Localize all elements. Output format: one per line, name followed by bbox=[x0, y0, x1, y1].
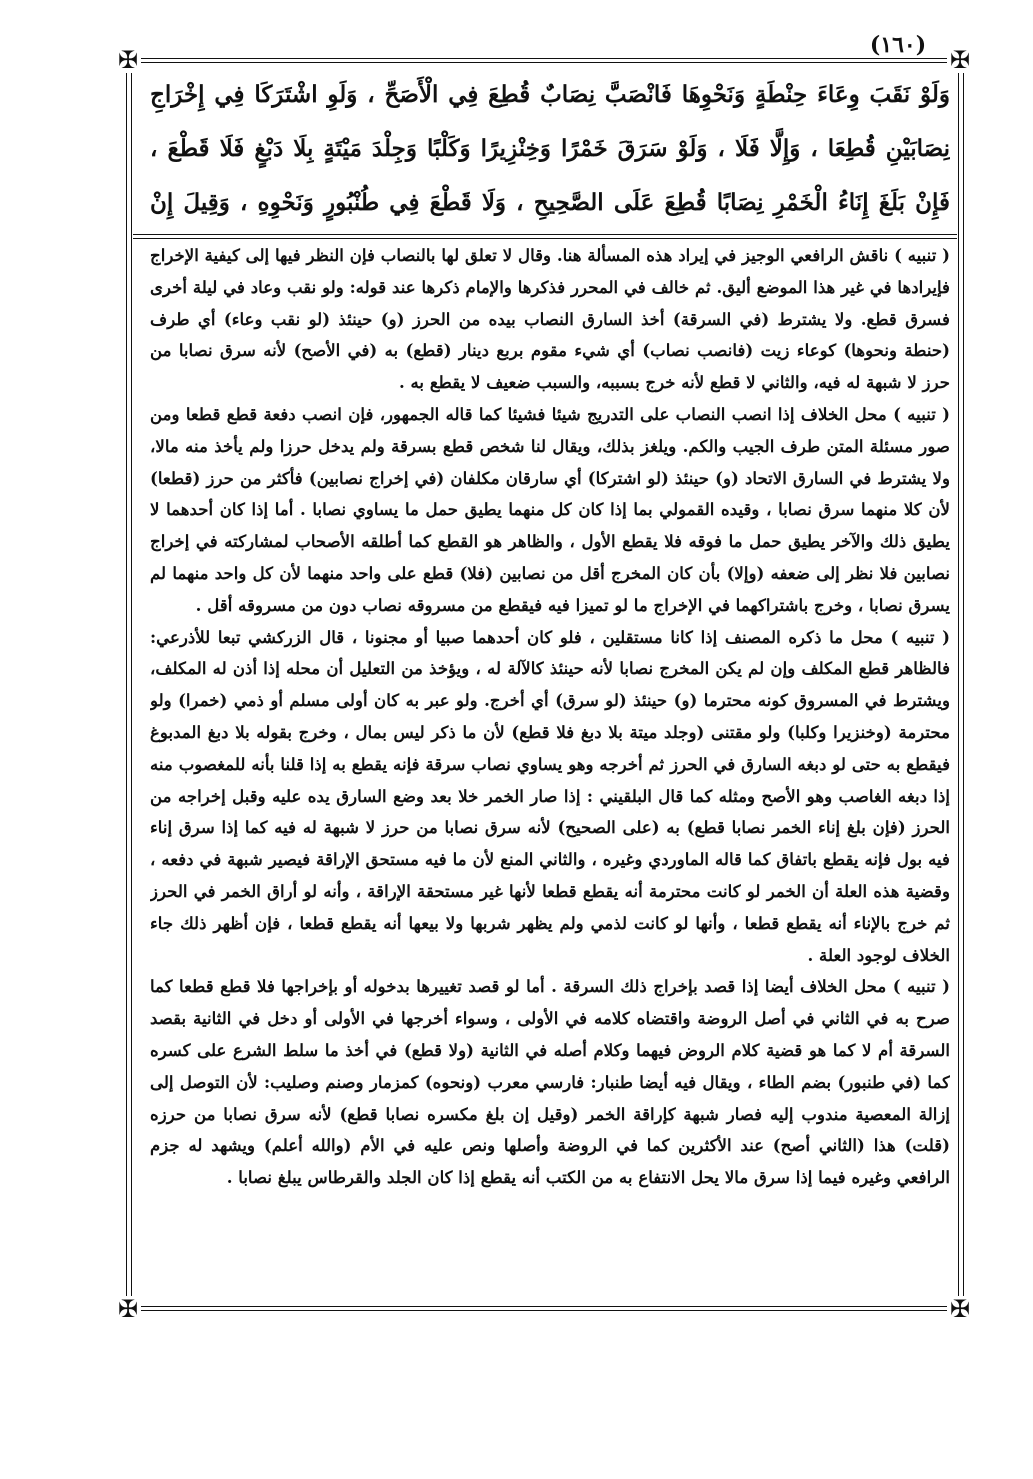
main-text: وَلَوْ نَقَبَ وِعَاءَ حِنْطَةٍ وَنَحْوِهَا فَانْصَبَّ نِصَابٌ قُطِعَ فِي الْأَصَحِّ ، وَلَوِ اشْتَرَكَا فِي إِخْرَاجِ نِصَابَيْنِ قُطِعَا ، وَإِلَّا فَلَا ، وَلَوْ سَرَقَ خَمْرًا وَخِنْزِيرًا وَكَلْبًا وَجِلْدَ مَيْتَةٍ بِلَا دَبْغٍ فَلَا قَطْعَ ، فَإِنْ بَلَغَ إِنَاءُ الْخَمْرِ نِصَابًا قُطِعَ عَلَى الصَّحِيحِ ، وَلَا قَطْعَ فِي طُنْبُورٍ وَنَحْوِهِ ، وَقِيلَ إِنْ bbox=[150, 81, 950, 216]
corner-ornament-icon: ✠ bbox=[115, 1296, 141, 1322]
frame-bottom-border bbox=[126, 1306, 964, 1311]
commentary-paragraph: ( تنبيه ) محل الخلاف أيضا إذا قصد بإخراج ذلك السرقة . أما لو قصد تغييرها بدخوله أو بإخراجها فلا قطع قطعا كما صرح به في الثاني في أصل الروضة واقتضاه كلامه في الأولى ، وسواء أخرجها في الأولى أو دخل في الثانية بقصد السرقة أم لا كما هو قضية كلام الروض فيهما وكلام أصله في الثانية (ولا قطع) في أخذ ما سلط الشرع على كسره كما (في طنبور) بضم الطاء ، ويقال فيه أيضا طنبار: فارسي معرب (ونحوه) كمزمار وصنم وصليب: لأن التوصل إلى إزالة المعصية مندوب إليه فصار شبهة كإراقة الخمر (وقيل إن بلغ مكسره نصابا قطع) لأنه سرق نصابا من حرزه (قلت) هذا (الثاني أصح) عند الأكثرين كما في الروضة وأصلها ونص عليه في الأم (والله أعلم) ويشهد له جزم الرافعي وغيره فيما إذا سرق مالا يحل الانتفاع به من الكتب أنه يقطع إذا كان الجلد والقرطاس يبلغ نصابا . bbox=[150, 976, 950, 1188]
corner-ornament-icon: ✠ bbox=[115, 47, 141, 73]
corner-ornament-icon: ✠ bbox=[947, 1296, 973, 1322]
commentary bbox=[150, 240, 950, 1302]
corner-ornament-icon: ✠ bbox=[947, 47, 973, 73]
commentary-paragraph: ( تنبيه ) ناقش الرافعي الوجيز في إيراد هذه المسألة هنا. وقال لا تعلق لها بالنصاب فإن النظر فيها إلى كيفية الإخراج فإيرادها في غير هذا الموضع أليق. ثم خالف في المحرر فذكرها والإمام ذكرها عند قوله: ولو نقب وعاد في ليلة أخرى فسرق قطع. ولا يشترط (في السرقة) أخذ السارق النصاب بيده من الحرز (و) حينئذ (لو نقب وعاء) أي طرف (حنطة ونحوها) كوعاء زيت (فانصب نصاب) أي شيء مقوم بربع دينار (قطع) به (في الأصح) لأنه سرق نصابا من حرز لا شبهة له فيه، والثاني لا قطع لأنه خرج بسببه، والسبب ضعيف لا يقطع به . bbox=[150, 245, 950, 393]
page-number: (١٦٠) bbox=[869, 32, 927, 58]
frame-right-border bbox=[958, 62, 964, 1310]
frame-top-border bbox=[126, 58, 964, 63]
commentary-paragraph: ( تنبيه ) محل ما ذكره المصنف إذا كانا مستقلين ، فلو كان أحدهما صبيا أو مجنونا ، قال الزركشي تبعا للأذرعي: فالظاهر قطع المكلف وإن لم يكن المخرج نصابا لأنه حينئذ كالآلة له ، ويؤخذ من التعليل أن محله إذا أذن له المكلف، ويشترط في المسروق كونه محترما (و) حينئذ (لو سرق) أي أخرج. ولو عبر به كان أولى مسلم أو ذمي (خمرا) ولو محترمة (وخنزيرا وكلبا) ولو مقتنى (وجلد ميتة بلا دبغ فلا قطع) لأن ما ذكر ليس بمال ، وخرج بقوله بلا دبغ المدبوغ فيقطع به حتى لو دبغه السارق في الحرز ثم أخرجه وهو يساوي نصاب سرقة فإنه يقطع به إذا قلنا بأنه للمغصوب منه إذا دبغه الغاصب وهو الأصح ومثله كما قال البلقيني : إذا صار الخمر خلا بعد وضع السارق يده عليه وقبل إخراجه من الحرز (فإن بلغ إناء الخمر نصابا قطع) به (على الصحيح) لأنه سرق نصابا من حرز لا شبهة له فيه كما إذا سرق إناء فيه بول فإنه يقطع باتفاق كما قاله الماوردي وغيره ، والثاني المنع لأن ما فيه مستحق الإراقة فيصير شبهة في دفعه ، وقضية هذه العلة أن الخمر لو كانت محترمة أنه يقطع قطعا لأنها غير مستحقة الإراقة ، وأنه لو أراق الخمر في الحرز ثم خرج بالإناء أنه يقطع قطعا ، وأنها لو كانت لذمي ولم يظهر شربها ولا بيعها أنه يقطع قطعا ، فإن أظهر ذلك جاء الخلاف لوجود العلة . bbox=[150, 626, 950, 965]
section-divider bbox=[133, 234, 957, 239]
commentary-paragraph: ( تنبيه ) محل الخلاف إذا انصب النصاب على التدريج شيئا فشيئا كما قاله الجمهور، فإن انصب دفعة قطع قطعا ومن صور مسئلة المتن طرف الجيب والكم. ويلغز بذلك، ويقال لنا شخص قطع بسرقة ولم يدخل حرزا ولم يأخذ منه مالا، ولا يشترط في السارق الاتحاد (و) حينئذ (لو اشتركا) أي سارقان مكلفان (في إخراج نصابين) فأكثر من حرز (قطعا) لأن كلا منهما سرق نصابا ، وقيده القمولي بما إذا كان كل منهما يطيق حمل ما يساوي نصابا . أما إذا كان أحدهما لا يطيق ذلك والآخر يطيق حمل ما فوقه فلا يقطع الأول ، والظاهر هو القطع كما أطلقه الأصحاب لمشاركته في إخراج نصابين فلا نظر إلى ضعفه (وإلا) بأن كان المخرج أقل من نصابين (فلا) قطع على واحد منهما لأن كل واحد منهما لم يسرق نصابا ، وخرج باشتراكهما في الإخراج ما لو تميزا فيه فيقطع من مسروقه نصاب دون من مسروقه أقل . bbox=[150, 403, 950, 615]
frame-left-border bbox=[126, 62, 132, 1310]
